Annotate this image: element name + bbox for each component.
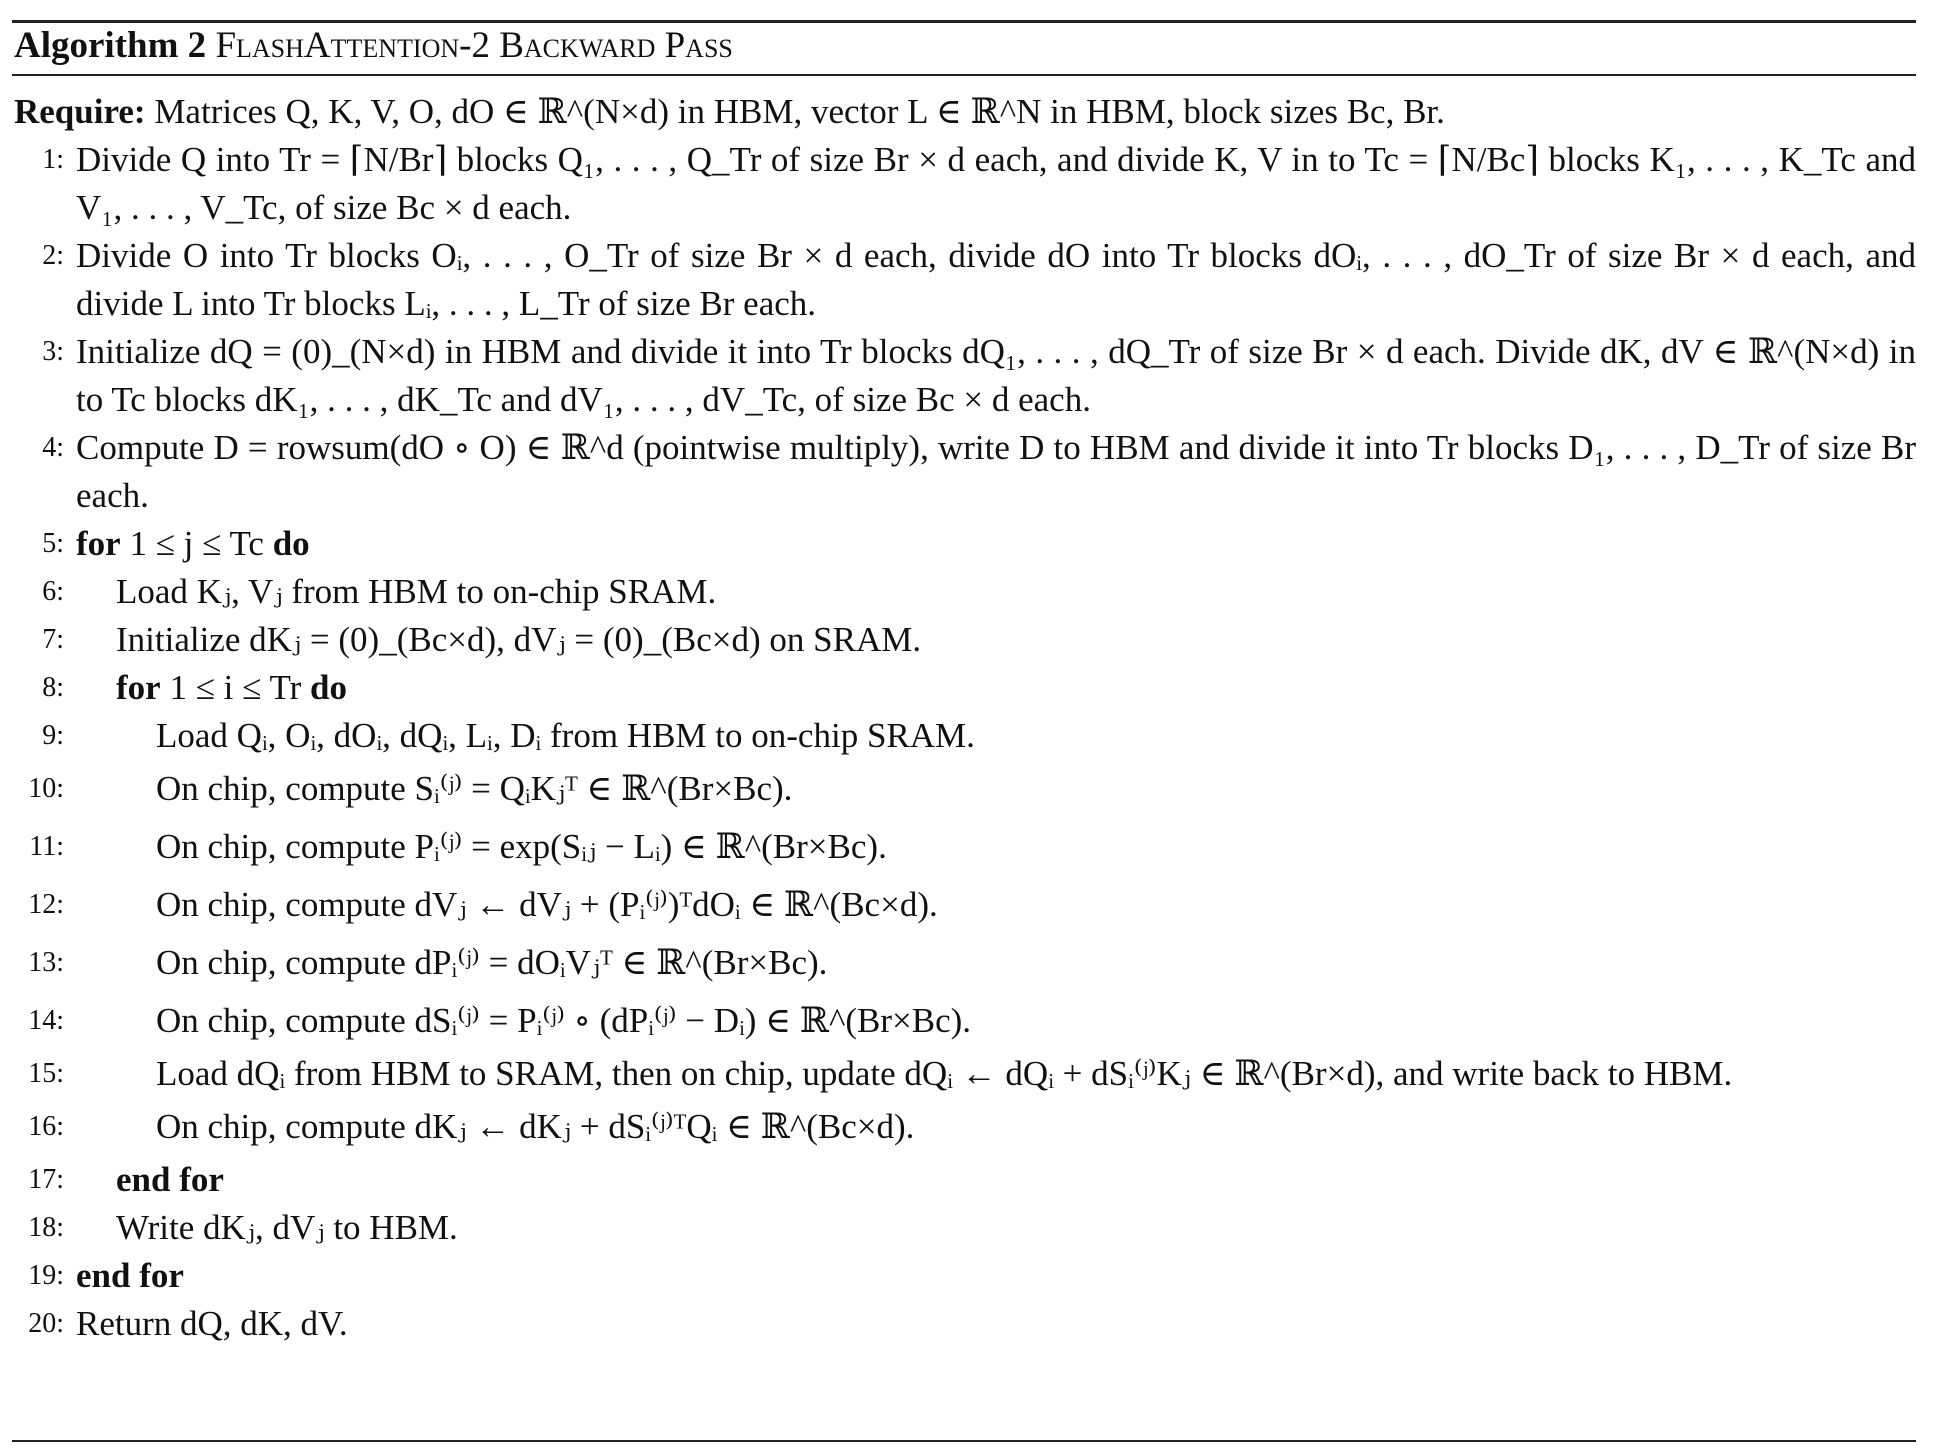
line-number: 8: <box>42 672 64 703</box>
line-number: 11: <box>29 831 64 862</box>
line-text: On chip, compute dPᵢ⁽ʲ⁾ = dOᵢVⱼᵀ ∈ ℝ^(Br×Bc). <box>156 943 828 982</box>
line-number: 10: <box>28 773 64 804</box>
algorithm-line-14 <box>14 992 1916 1050</box>
algorithm-line-1 <box>14 136 1916 232</box>
line-number: 14: <box>28 1005 64 1036</box>
line-text: On chip, compute dSᵢ⁽ʲ⁾ = Pᵢ⁽ʲ⁾ ∘ (dPᵢ⁽ʲ⁾ − Dᵢ) ∈ ℝ^(Br×Bc). <box>156 1001 972 1040</box>
algorithm-line-13 <box>14 934 1916 992</box>
algorithm-line-7 <box>14 616 1916 664</box>
for-keyword: for <box>76 524 121 563</box>
line-text: Load Qᵢ, Oᵢ, dOᵢ, dQᵢ, Lᵢ, Dᵢ from HBM to on-chip SRAM. <box>156 716 975 755</box>
loop-condition: 1 ≤ j ≤ Tc <box>129 524 264 563</box>
algorithm-line-17 <box>14 1156 1916 1204</box>
algorithm-line-4 <box>14 424 1916 520</box>
line-text: On chip, compute Sᵢ⁽ʲ⁾ = QᵢKⱼᵀ ∈ ℝ^(Br×Bc). <box>156 769 793 808</box>
line-number: 13: <box>28 947 64 978</box>
line-number: 15: <box>28 1058 64 1089</box>
algorithm-line-15 <box>14 1050 1916 1098</box>
line-text: Divide O into Tr blocks Oᵢ, . . . , O_Tr of size Br × d each, divide dO into Tr blocks dOᵢ, . . . , dO_Tr of size Br × d each, and divide L into Tr blocks Lᵢ, . . . , L_Tr of size Br each. <box>76 236 1916 323</box>
line-text: On chip, compute Pᵢ⁽ʲ⁾ = exp(Sᵢⱼ − Lᵢ) ∈ ℝ^(Br×Bc). <box>156 827 887 866</box>
line-text: Compute D = rowsum(dO ∘ O) ∈ ℝ^d (pointwise multiply), write D to HBM and divide it into Tr blocks D₁, . . . , D_Tr of size Br each. <box>76 428 1916 515</box>
line-text: On chip, compute dVⱼ ← dVⱼ + (Pᵢ⁽ʲ⁾)ᵀdOᵢ ∈ ℝ^(Bc×d). <box>156 885 938 924</box>
line-text: On chip, compute dKⱼ ← dKⱼ + dSᵢ⁽ʲ⁾ᵀQᵢ ∈ ℝ^(Bc×d). <box>156 1107 915 1146</box>
do-keyword: do <box>310 668 347 707</box>
algorithm-line-20 <box>14 1300 1916 1348</box>
end-for-keyword: end for <box>76 1256 184 1295</box>
algorithm-line-9 <box>14 712 1916 760</box>
line-text: Divide Q into Tr = ⌈N/Br⌉ blocks Q₁, . . . , Q_Tr of size Br × d each, and divide K, V in to Tc = ⌈N/Bc⌉ blocks K₁, . . . , K_Tc and V₁, . . . , V_Tc, of size Bc × d each. <box>76 140 1916 227</box>
line-number: 1: <box>42 144 64 175</box>
line-text: Write dKⱼ, dVⱼ to HBM. <box>116 1208 458 1247</box>
line-text: Load Kⱼ, Vⱼ from HBM to on-chip SRAM. <box>116 572 717 611</box>
line-number: 18: <box>28 1212 64 1243</box>
line-number: 3: <box>42 336 64 367</box>
line-number: 5: <box>42 528 64 559</box>
line-number: 7: <box>42 624 64 655</box>
loop-condition: 1 ≤ i ≤ Tr <box>169 668 302 707</box>
algorithm-line-19 <box>14 1252 1916 1300</box>
line-number: 9: <box>42 720 64 751</box>
line-text: Initialize dQ = (0)_(N×d) in HBM and divide it into Tr blocks dQ₁, . . . , dQ_Tr of size Br × d each. Divide dK, dV ∈ ℝ^(N×d) in to Tc blocks dK₁, . . . , dK_Tc and dV₁, . . . , dV_Tc, of size Bc × d each. <box>76 332 1916 419</box>
require-keyword: Require: <box>14 92 146 131</box>
bottom-rule <box>12 1440 1916 1442</box>
algorithm-line-8 <box>14 664 1916 712</box>
require-text: Matrices Q, K, V, O, dO ∈ ℝ^(N×d) in HBM, vector L ∈ ℝ^N in HBM, block sizes Bc, Br. <box>154 92 1445 131</box>
algorithm-line-2 <box>14 232 1916 328</box>
algorithm-label: Algorithm 2 <box>14 25 207 66</box>
top-rule <box>12 20 1916 23</box>
algorithm-caption <box>14 24 733 68</box>
line-text: Return dQ, dK, dV. <box>76 1304 348 1343</box>
algorithm-line-11 <box>14 818 1916 876</box>
line-number: 19: <box>28 1260 64 1291</box>
algorithm-body <box>14 88 1916 1348</box>
end-for-keyword: end for <box>116 1160 224 1199</box>
line-number: 4: <box>42 432 64 463</box>
algorithm-line-16 <box>14 1098 1916 1156</box>
algorithm-line-12 <box>14 876 1916 934</box>
line-number: 12: <box>28 889 64 920</box>
algorithm-line-3 <box>14 328 1916 424</box>
line-number: 17: <box>28 1164 64 1195</box>
algorithm-line-6 <box>14 568 1916 616</box>
algorithm-line-18 <box>14 1204 1916 1252</box>
algorithm-line-5 <box>14 520 1916 568</box>
require-line <box>14 88 1916 136</box>
line-number: 16: <box>28 1111 64 1142</box>
line-text: Load dQᵢ from HBM to SRAM, then on chip, update dQᵢ ← dQᵢ + dSᵢ⁽ʲ⁾Kⱼ ∈ ℝ^(Br×d), and write back to HBM. <box>156 1054 1733 1093</box>
line-text: Initialize dKⱼ = (0)_(Bc×d), dVⱼ = (0)_(Bc×d) on SRAM. <box>116 620 922 659</box>
algorithm-name: FlashAttention-2 Backward Pass <box>215 25 733 66</box>
caption-rule <box>12 74 1916 76</box>
algorithm-line-10 <box>14 760 1916 818</box>
for-keyword: for <box>116 668 161 707</box>
line-number: 20: <box>28 1308 64 1339</box>
do-keyword: do <box>272 524 310 563</box>
line-number: 6: <box>42 576 64 607</box>
line-number: 2: <box>42 240 64 271</box>
